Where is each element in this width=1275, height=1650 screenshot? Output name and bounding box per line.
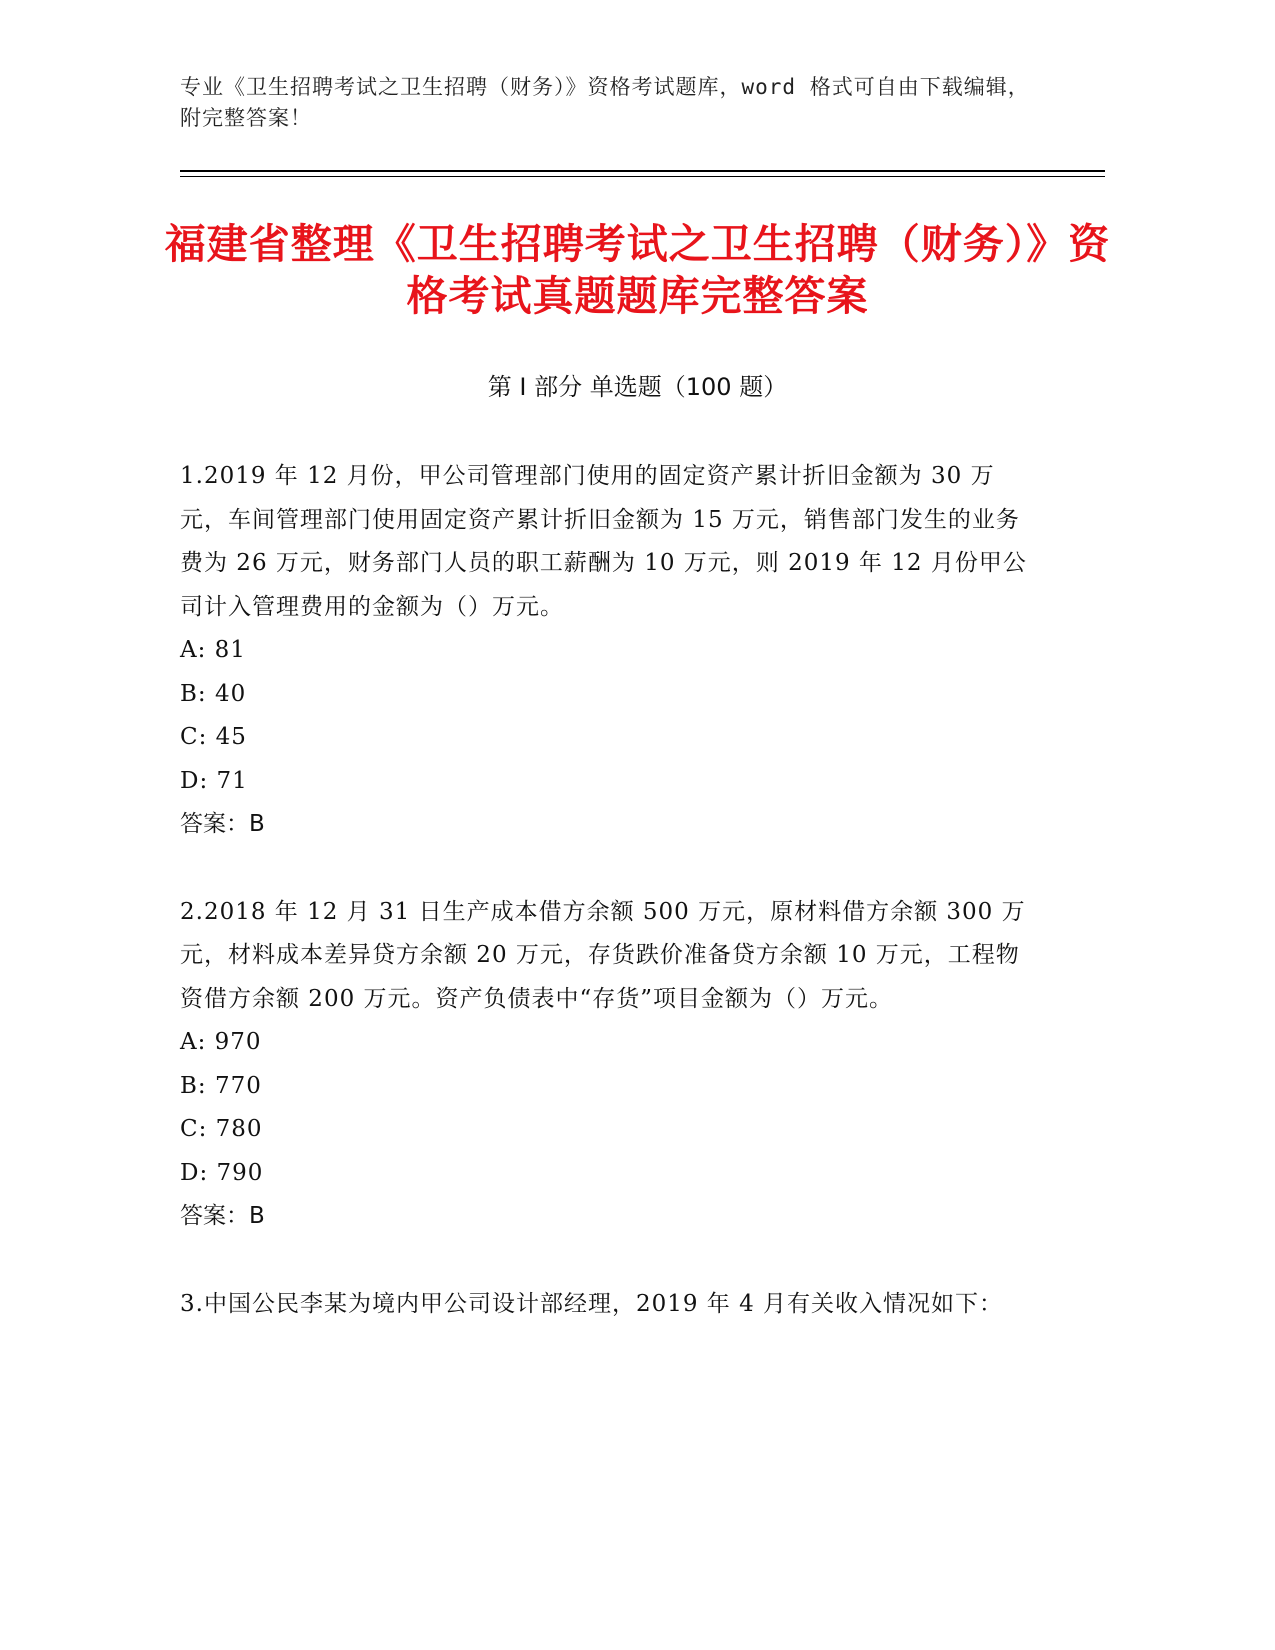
option-c: C: 45 [180, 724, 247, 750]
option-d: D: 71 [180, 767, 248, 794]
question-1 [180, 455, 1040, 847]
option-b: B: 40 [180, 680, 247, 707]
section-heading: 第 I 部分 单选题（100 题） [487, 373, 788, 401]
option-b: B: 770 [180, 1072, 262, 1099]
option-a: A: 970 [180, 1029, 262, 1055]
question-stem: 2.2018 年 12 月 31 日生产成本借方余额 500 万元，原材料借方余额 300 万元，材料成本差异贷方余额 20 万元，存货跌价准备贷方余额 10 万元，工程物资借方余额 200 万元。资产负债表中“存货”项目金额为（）万元。 [180, 898, 1026, 1012]
answer: 答案：B [180, 1203, 265, 1229]
answer: 答案：B [180, 811, 265, 837]
question-stem: 3.中国公民李某为境内甲公司设计部经理，2019 年 4 月有关收入情况如下： [180, 1290, 1004, 1317]
header-note: 专业《卫生招聘考试之卫生招聘（财务）》资格考试题库，word 格式可自由下载编辑，附完整答案！ [180, 75, 1030, 130]
question-list [180, 455, 1040, 1326]
document-title: 福建省整理《卫生招聘考试之卫生招聘（财务）》资格考试真题题库完整答案 [164, 220, 1111, 320]
question-stem: 1.2019 年 12 月份，甲公司管理部门使用的固定资产累计折旧金额为 30 万元，车间管理部门使用固定资产累计折旧金额为 15 万元，销售部门发生的业务费为 26 万元，财务部门人员的职工薪酬为 10 万元，则 2019 年 12 月份甲公司计入管理费用的金额为（）万元。 [180, 463, 1027, 620]
option-c: C: 780 [180, 1116, 263, 1142]
option-d: D: 790 [180, 1159, 264, 1186]
option-a: A: 81 [180, 637, 246, 663]
question-2 [180, 891, 1040, 1239]
question-3 [180, 1283, 1040, 1327]
header-divider-thick [180, 170, 1105, 172]
header-divider-thin [180, 176, 1105, 177]
